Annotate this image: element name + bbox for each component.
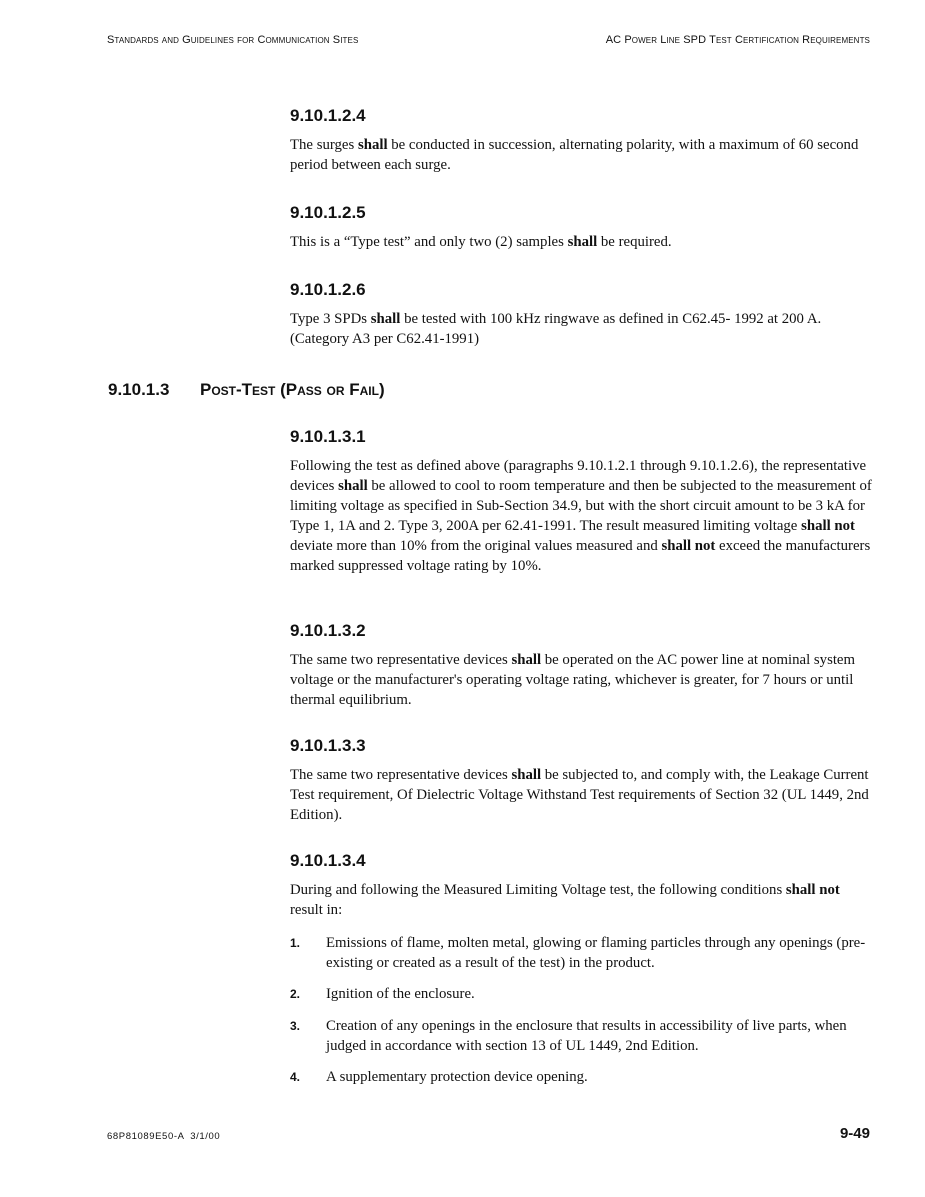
list-item-number: 2.: [290, 987, 301, 1001]
section-paragraph-9-10-1-3-4: During and following the Measured Limiting Voltage test, the following conditions shall not result in:: [290, 882, 840, 918]
section-paragraph-9-10-1-2-4: The surges shall be conducted in succession, alternating polarity, with a maximum of 60 second period between each surge.: [290, 137, 859, 173]
section-paragraph-9-10-1-3-3: The same two representative devices shall be subjected to, and comply with, the Leakage Current Test requirement, Of Dielectric Voltage Withstand Test requirements of Section 32 (UL 1449, 2nd Edition).: [290, 767, 869, 823]
section-heading-9-10-1-3-3: 9.10.1.3.3: [290, 736, 366, 755]
section-heading-9-10-1-3-1: 9.10.1.3.1: [290, 427, 366, 446]
section-paragraph-9-10-1-3-2: The same two representative devices shall be operated on the AC power line at nominal system voltage or the manufacturer's operating voltage rating, whichever is greater, for 7 hours or until thermal equilibrium.: [290, 652, 856, 708]
list-item-number: 1.: [290, 936, 301, 950]
running-header-right: AC Power Line SPD Test Certification Requirements: [605, 34, 870, 46]
section-title-post-test: Post-Test (Pass or Fail): [200, 380, 385, 399]
running-header-left: Standards and Guidelines for Communication Sites: [107, 34, 359, 46]
section-paragraph-9-10-1-2-6: Type 3 SPDs shall be tested with 100 kHz ringwave as defined in C62.45- 1992 at 200 A. (Category A3 per C62.41-1991): [290, 311, 822, 347]
list-item-number: 3.: [290, 1019, 301, 1033]
section-heading-9-10-1-3-2: 9.10.1.3.2: [290, 621, 366, 640]
section-heading-9-10-1-2-5: 9.10.1.2.5: [290, 203, 366, 222]
footer-document-id: 68P81089E50-A 3/1/00: [107, 1131, 221, 1142]
section-heading-9-10-1-2-4: 9.10.1.2.4: [290, 106, 366, 125]
list-item-number: 4.: [290, 1070, 301, 1084]
section-heading-9-10-1-3-4: 9.10.1.3.4: [290, 851, 366, 870]
section-number-9-10-1-3: 9.10.1.3: [108, 380, 170, 399]
section-paragraph-9-10-1-3-1: Following the test as defined above (paragraphs 9.10.1.2.1 through 9.10.1.2.6), the representative devices shall be allowed to cool to room temperature and then be subjected to the measurement of limiting voltage as specified in Sub-Section 34.9, but with the short circuit amount to be 3 kA for Type 1, 1A and 2. Type 3, 200A per 62.41-1991. The result measured limiting voltage shall not deviate more than 10% from the original values measured and shall not exceed the manufacturers marked suppressed voltage rating by 10%.: [290, 458, 872, 574]
page-number: 9-49: [839, 1125, 870, 1142]
section-heading-9-10-1-2-6: 9.10.1.2.6: [290, 280, 366, 299]
list-item: Ignition of the enclosure.: [326, 986, 475, 1002]
list-item: A supplementary protection device opening.: [326, 1069, 588, 1085]
list-item: Creation of any openings in the enclosure that results in accessibility of live parts, when judged in accordance with section 13 of UL 1449, 2nd Edition.: [326, 1018, 847, 1054]
list-item: Emissions of flame, molten metal, glowing or flaming particles through any openings (pre-existing or created as a result of the test) in the product.: [326, 935, 866, 971]
section-paragraph-9-10-1-2-5: This is a “Type test” and only two (2) samples shall be required.: [290, 234, 672, 250]
